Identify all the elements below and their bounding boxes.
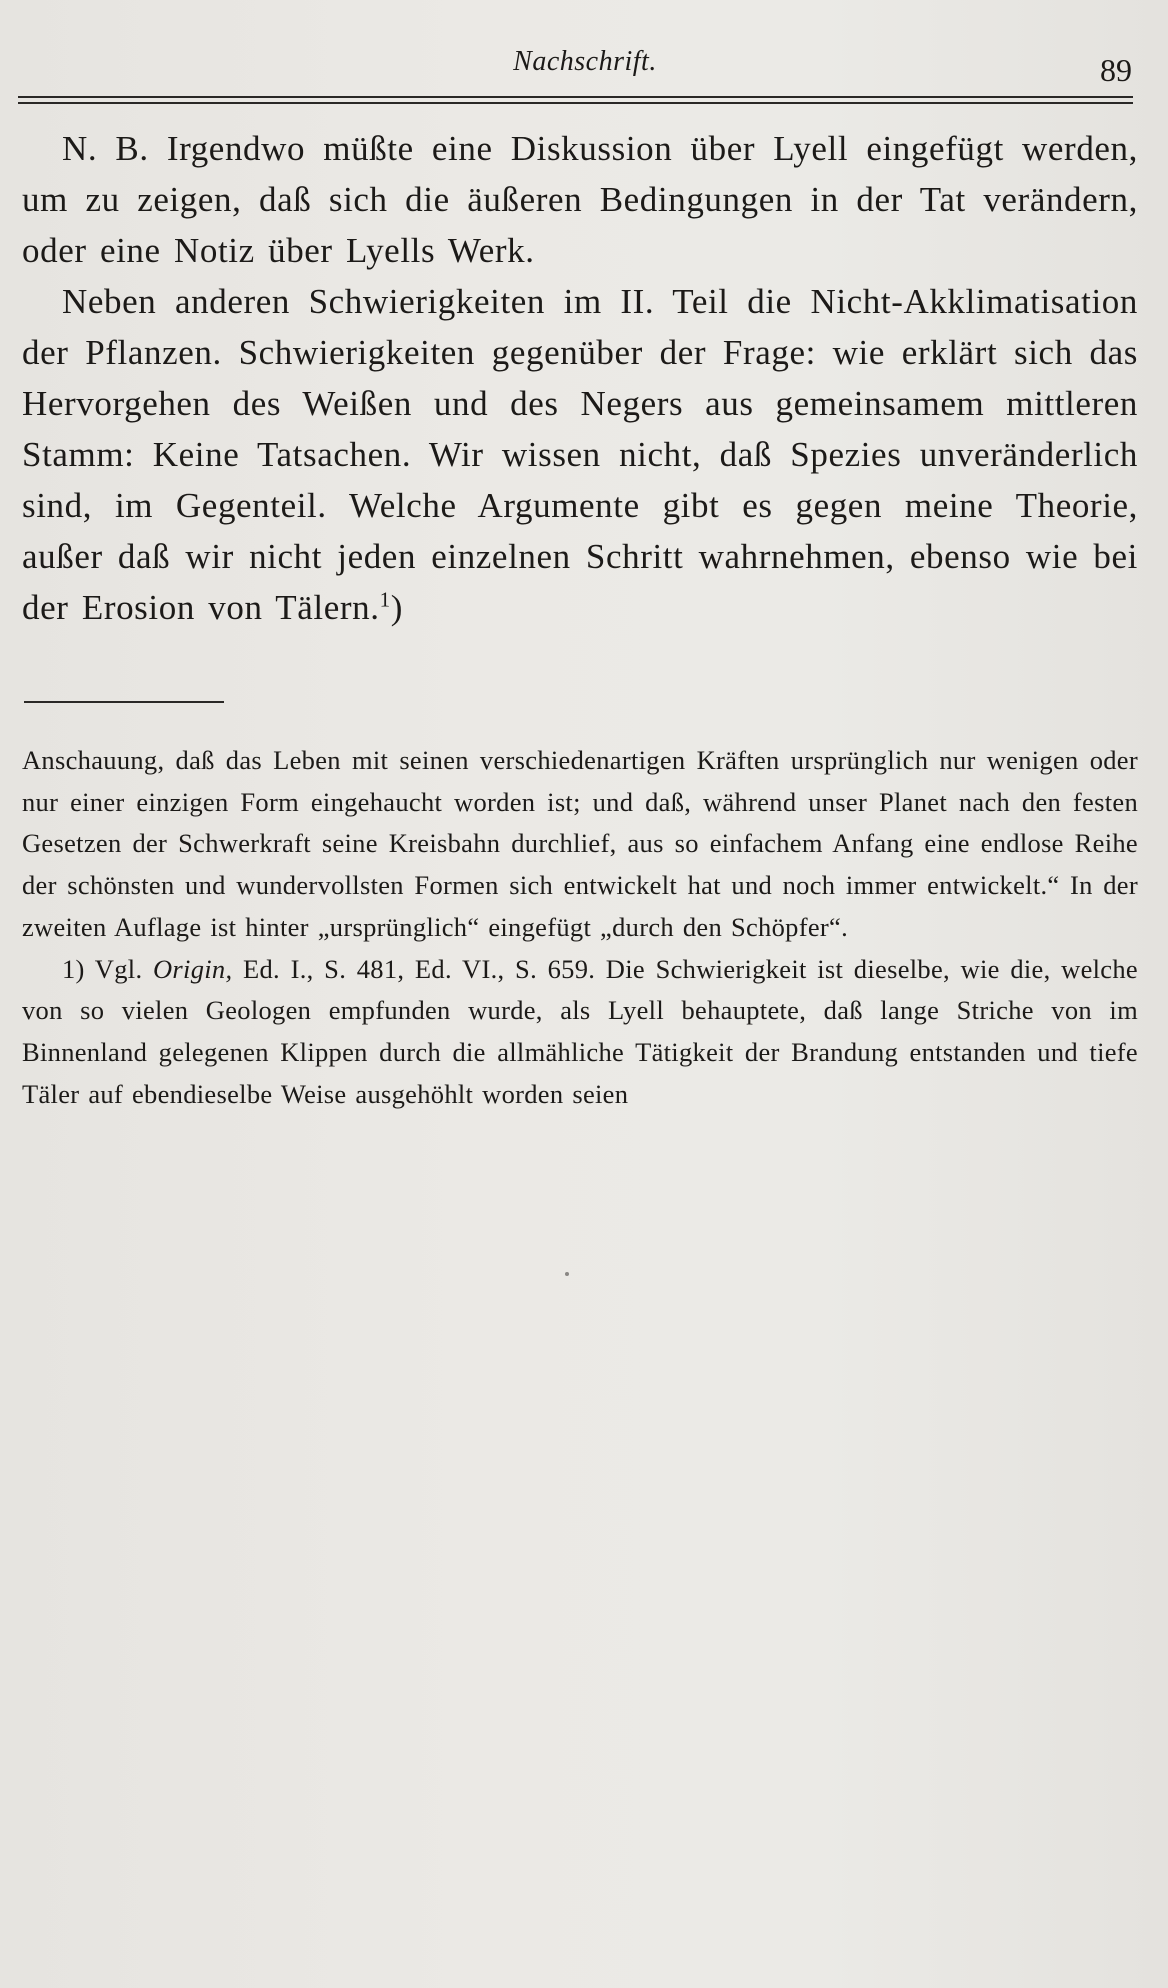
page-number: 89 <box>1100 52 1132 88</box>
footnote-1 <box>22 949 1138 1116</box>
footnote-rule <box>24 701 224 703</box>
footnote-1-title: Origin, <box>153 953 233 984</box>
running-head <box>0 38 1168 88</box>
footnotes <box>22 740 1138 1115</box>
paragraph-difficulties <box>22 276 1138 633</box>
header-rule-top <box>18 96 1133 98</box>
paragraph-nb <box>22 123 1138 276</box>
footnote-1-label: 1) Vgl. <box>62 953 143 984</box>
header-rule-bottom <box>18 102 1133 104</box>
paragraph-difficulties-text: Neben anderen Schwierigkeiten im II. Teil die Nicht-Akklimatisation der Pflanzen. Schwierigkeiten gegenüber der Frage: wie erklärt sich das Hervorgehen des Weißen und des Negers aus gemeinsamem mittleren Stamm: Keine Tatsachen. Wir wissen nicht, daß Spezies unveränderlich sind, im Gegenteil. Welche Argumente gibt es gegen meine Theorie, außer daß wir nicht jeden einzelnen Schritt wahrnehmen, ebenso wie bei der Erosion von Tälern. <box>22 282 1138 627</box>
running-title: Nachschrift. <box>513 46 657 77</box>
paragraph-nb-text: N. B. Irgendwo müßte eine Diskussion über Lyell eingefügt werden, um zu zeigen, daß sich die äußeren Bedingungen in der Tat verändern, oder eine Notiz über Lyells Werk. <box>22 129 1138 270</box>
paper-speck <box>565 1272 569 1276</box>
footnote-1-text: Ed. I., S. 481, Ed. VI., S. 659. Die Schwierigkeit ist dieselbe, wie die, welche von so vielen Geologen empfunden wurde, als Lyell behauptete, daß lange Striche von im Binnenland gelegenen Klippen durch die allmähliche Tätigkeit der Brandung entstanden und tiefe Täler auf ebendieselbe Weise ausgehöhlt worden seien <box>22 953 1138 1109</box>
header-double-rule <box>18 96 1133 105</box>
footnote-continuation: Anschauung, daß das Leben mit seinen verschiedenartigen Kräften ursprünglich nur wenigen oder nur einer einzigen Form eingehaucht worden ist; und daß, während unser Planet nach den festen Gesetzen der Schwerkraft seine Kreisbahn durchlief, aus so einfachem Anfang eine endlose Reihe der schönsten und wundervollsten Formen sich entwickelt hat und noch immer entwickelt.“ In der zweiten Auflage ist hinter „ursprünglich“ eingefügt „durch den Schöpfer“. <box>22 745 1138 942</box>
footnote-reference-paren: ) <box>390 588 403 627</box>
footnote-reference: 1 <box>379 587 391 612</box>
main-text <box>22 123 1138 633</box>
